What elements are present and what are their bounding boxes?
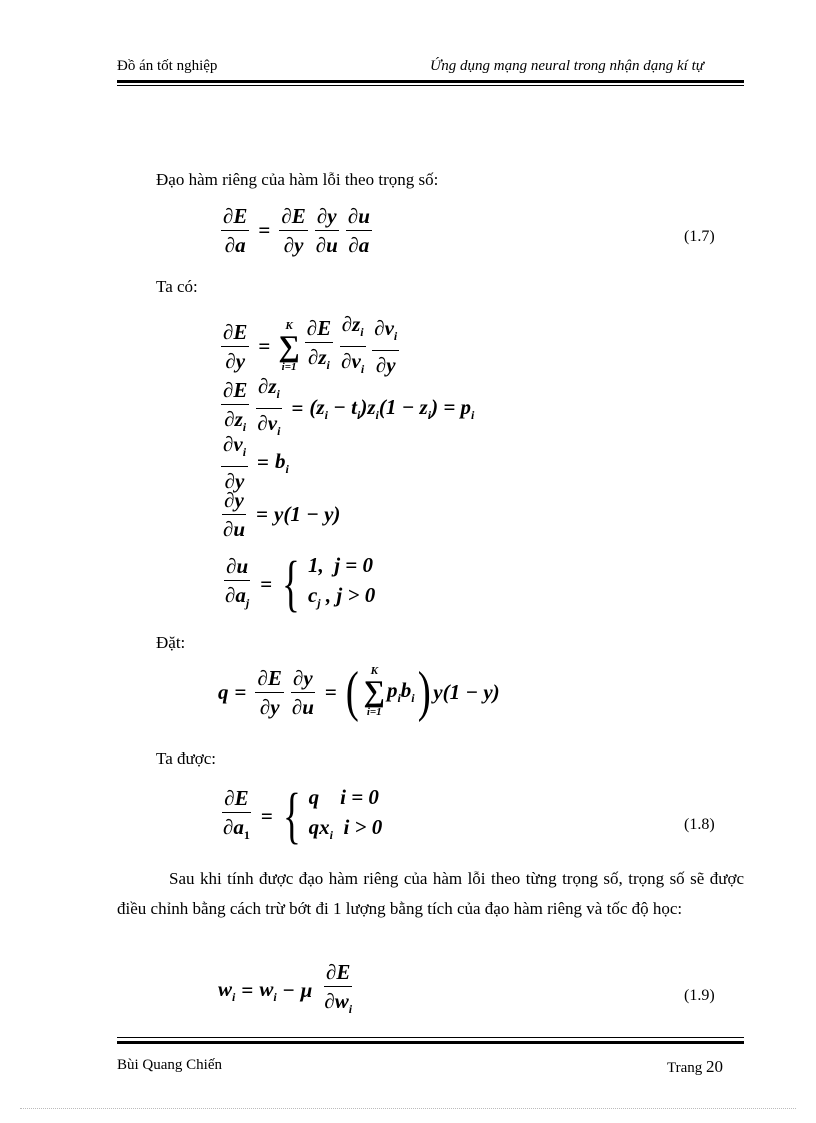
footer-page-label: Trang	[667, 1060, 703, 1076]
header-right: Ứng dụng mạng neural trong nhận dạng kí tự	[430, 58, 704, 74]
footer-page-number: 20	[706, 1057, 724, 1076]
equation-number-1-8: (1.8)	[684, 816, 715, 833]
page-bottom-dotted-line	[20, 1108, 796, 1109]
equation-q: q = $\frac{\partial E}{\partial y}$ $\frac{\partial y}{\partial u}$ = ( K ∑ i=1 $p_ib_i$ ) y(1 − y)	[218, 661, 500, 723]
paragraph-weight-update: Sau khi tính được đạo hàm riêng của hàm lỗi theo từng trọng số, trọng số sẽ được điều chỉnh bằng cách trừ bớt đi 1 lượng bằng tích của đạo hàm riêng và tốc độ học:	[117, 869, 744, 918]
equation-b-i: $\frac{\partial v_i}{\partial y}$ = $b_i$	[223, 432, 289, 494]
footer-page	[667, 1057, 723, 1077]
footer-rule-thin	[117, 1037, 744, 1038]
header-rule-thick	[117, 80, 744, 83]
header-left: Đồ án tốt nghiệp	[117, 58, 218, 74]
equation-1-7: $\frac{\partial E}{\partial a}$ = $\frac{\partial E}{\partial y}$ $\frac{\partial y}{\partial u}$ $\frac{\partial u}{\partial a}$	[223, 204, 370, 257]
header-rule-thin	[117, 85, 744, 86]
equation-dE-dy: $\frac{\partial E}{\partial y}$ = K ∑ i=1 $\frac{\partial E}{\partial z_i}$ $\frac{\partial z_i}{\partial v_i}$ $\frac{\partial v_i}{\partial y}$	[223, 312, 398, 378]
equation-1-8: $\frac{\partial E}{\partial a_1}$ = { q i = 0 $qx_i$ i > 0	[223, 782, 383, 851]
paragraph-partial-derivative-intro: Đạo hàm riêng của hàm lỗi theo trọng số:	[156, 170, 439, 189]
equation-number-1-9: (1.9)	[684, 987, 715, 1004]
footer-author: Bùi Quang Chiến	[117, 1057, 222, 1073]
equation-p-i: $\frac{\partial E}{\partial z_i}$ $\frac{\partial z_i}{\partial v_i}$ = $(z_i - t_i)z_i(1 - z_i) = p_i$	[223, 374, 475, 439]
equation-number-1-7: (1.7)	[684, 228, 715, 245]
paragraph-ta-duoc: Ta được:	[156, 749, 216, 768]
equation-du-daj: $\frac{\partial u}{\partial a_j}$ = { 1, j = 0 $c_j$ , j > 0	[225, 550, 376, 619]
paragraph-ta-co: Ta có:	[156, 277, 198, 296]
equation-1-9: $w_i$ = $w_i$ − μ $\frac{\partial E}{\partial w_i}$	[218, 960, 353, 1017]
footer-rule-thick	[117, 1041, 744, 1044]
paragraph-dat: Đặt:	[156, 633, 186, 652]
equation-dy-du: $\frac{\partial y}{\partial u}$ = y(1 − y)	[223, 488, 341, 541]
